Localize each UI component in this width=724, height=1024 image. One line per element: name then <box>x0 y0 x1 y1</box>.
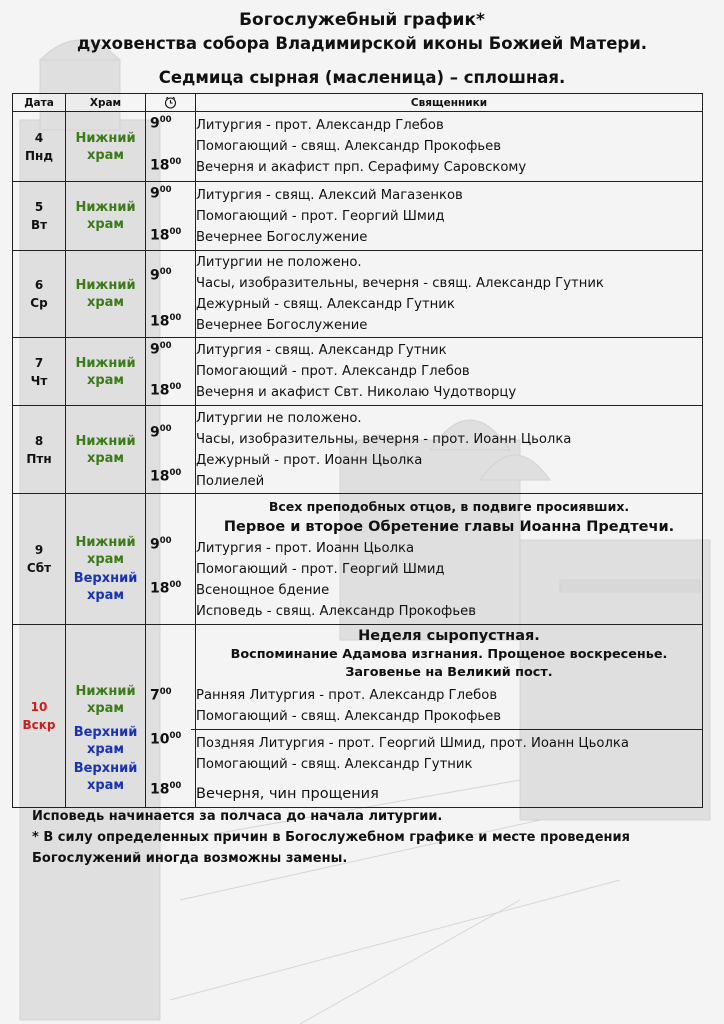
time-cell: $9^{00}$ $18^{00}$ <box>146 406 196 494</box>
column-header-time <box>146 94 196 112</box>
feast-subtitle: Воспоминание Адамова изгнания. Прощеное воскресенье. <box>230 646 668 662</box>
temple-upper: Верхний храм <box>73 571 138 603</box>
clergy-cell: Литургия - свящ. Александр Гутник Помогающий - прот. Александр Глебов Вечерня и акафист Свт. Николаю Чудотворцу <box>196 338 703 406</box>
clergy-cell: Неделя сыропустная. Воспоминание Адамова изгнания. Прощеное воскресенье. Заговенье на Великий пост. Ранняя Литургия - прот. Александр Глебов Помогающий - свящ. Александр Прокофьев Поздняя Литургия - прот. Георгий Шмид, прот. Иоанн Цьолка Помогающий - свящ. Александр Гутник Вечерня, чин прощения <box>196 625 703 808</box>
temple-lower: Нижний храм <box>75 684 136 716</box>
clergy-cell: Литургия - свящ. Алексий Магазенков Помогающий - прот. Георгий Шмид Вечернее Богослужение <box>196 182 703 251</box>
temple-lower: Нижний храм <box>66 406 146 494</box>
temple-cell <box>66 494 146 625</box>
time-cell: $9^{00}$ $18^{00}$ <box>146 251 196 338</box>
week-title: Седмица сырная (масленица) – сплошная. <box>158 68 566 87</box>
time-cell: $9^{00}$ $18^{00}$ <box>146 494 196 625</box>
date-cell: 6 Ср <box>13 251 66 338</box>
clergy-cell: Литургии не положено. Часы, изобразительны, вечерня - свящ. Александр Гутник Дежурный - свящ. Александр Гутник Вечернее Богослужение <box>196 251 703 338</box>
page-subtitle: духовенства собора Владимирской иконы Божией Матери. <box>76 34 648 53</box>
time-cell: $9^{00}$ $18^{00}$ <box>146 338 196 406</box>
feast-title: Первое и второе Обретение главы Иоанна Предтечи. <box>223 519 675 535</box>
date-cell: 9 Сбт <box>13 494 66 625</box>
clergy-cell: Литургии не положено. Часы, изобразительны, вечерня - прот. Иоанн Цьолка Дежурный - прот. Иоанн Цьолка Полиелей <box>196 406 703 494</box>
table-row <box>13 494 703 625</box>
date-cell: 4 Пнд <box>13 112 66 182</box>
clergy-cell: Литургия - прот. Александр Глебов Помогающий - свящ. Александр Прокофьев Вечерня и акафист прп. Серафиму Саровскому <box>196 112 703 182</box>
temple-lower: Нижний храм <box>66 251 146 338</box>
clergy-cell: Всех преподобных отцов, в подвиге просиявших. Первое и второе Обретение главы Иоанна Предтечи. Литургия - прот. Иоанн Цьолка Помогающий - прот. Георгий Шмид Всенощное бдение Исповедь - свящ. Александр Прокофьев <box>196 494 703 625</box>
table-row <box>13 338 703 406</box>
page-title: Богослужебный график* <box>239 10 485 30</box>
time-cell: $7^{00}$ $10^{00}$ $18^{00}$ <box>146 625 196 808</box>
table-header-row <box>13 94 703 112</box>
temple-lower: Нижний храм <box>75 535 136 567</box>
row-divider <box>191 729 702 730</box>
temple-lower: Нижний храм <box>66 338 146 406</box>
temple-upper: Верхний храм <box>73 725 138 757</box>
schedule-table <box>12 93 703 808</box>
temple-cell <box>66 625 146 808</box>
temple-lower: Нижний храм <box>66 112 146 182</box>
note-disclaimer: * В силу определенных причин в Богослужебном графике и месте проведения <box>32 830 630 845</box>
temple-lower: Нижний храм <box>66 182 146 251</box>
column-header-date: Дата <box>13 94 66 112</box>
date-cell: 5 Вт <box>13 182 66 251</box>
column-header-temple: Храм <box>66 94 146 112</box>
date-cell: 7 Чт <box>13 338 66 406</box>
time-cell: $9^{00}$ $18^{00}$ <box>146 112 196 182</box>
table-row <box>13 625 703 808</box>
table-row <box>13 182 703 251</box>
feast-title: Всех преподобных отцов, в подвиге просиявших. <box>268 499 630 514</box>
table-row <box>13 112 703 182</box>
date-cell-sunday: 10 Вскр <box>13 625 66 808</box>
table-row <box>13 251 703 338</box>
time-cell: $9^{00}$ $18^{00}$ <box>146 182 196 251</box>
note-confession: Исповедь начинается за полчаса до начала литургии. <box>32 809 443 824</box>
feast-subtitle: Заговенье на Великий пост. <box>345 664 553 680</box>
date-cell: 8 Птн <box>13 406 66 494</box>
clock-icon <box>164 96 177 109</box>
footnotes <box>32 806 712 869</box>
note-disclaimer-continued: Богослужений иногда возможны замены. <box>32 851 348 866</box>
table-row <box>13 406 703 494</box>
temple-upper: Верхний храм <box>73 761 138 793</box>
feast-title: Неделя сыропустная. <box>358 627 540 644</box>
column-header-clergy: Священники <box>196 94 703 112</box>
